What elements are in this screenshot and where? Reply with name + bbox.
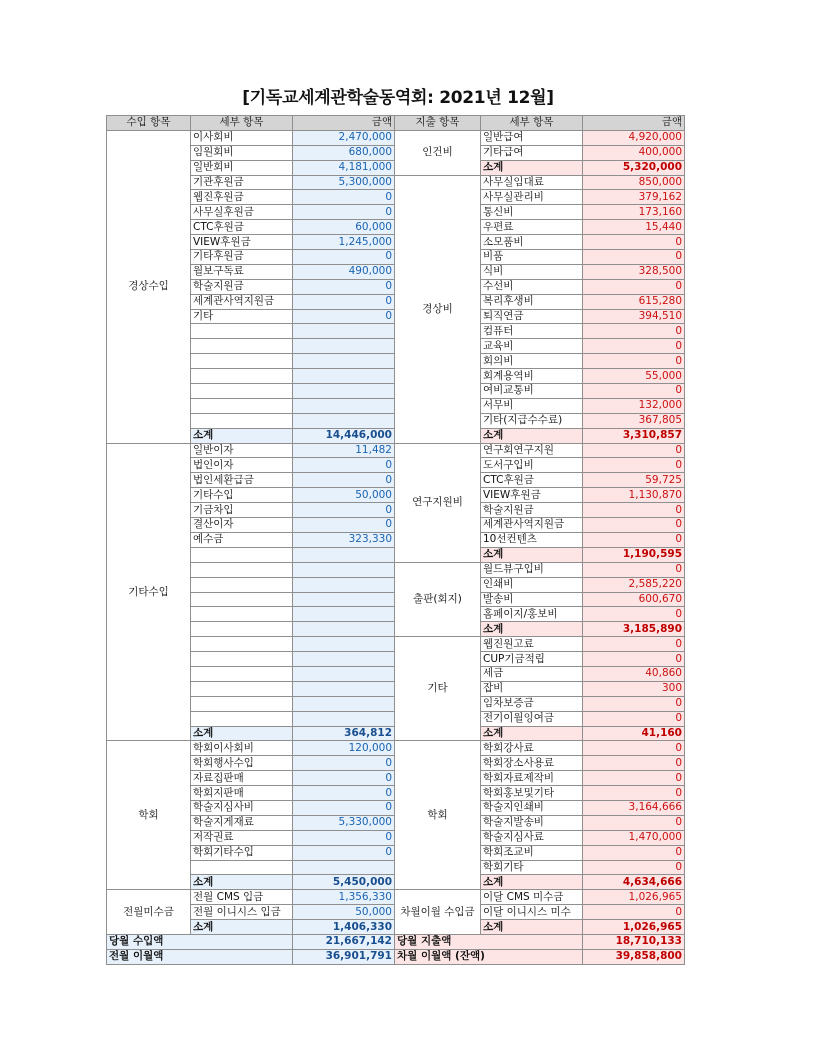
expense-category-cell: 기타	[395, 637, 481, 741]
expense-item-label: CTC후원금	[481, 473, 583, 488]
expense-item-label: 퇴직연금	[481, 309, 583, 324]
income-subtotal-label: 소계	[191, 920, 293, 935]
income-subtotal-amount: 14,446,000	[293, 428, 395, 443]
expense-subtotal-label: 소계	[481, 428, 583, 443]
income-item-amount: 5,330,000	[293, 815, 395, 830]
income-item-amount: 60,000	[293, 220, 395, 235]
income-item-label	[191, 592, 293, 607]
income-item-amount: 0	[293, 294, 395, 309]
expense-item-amount: 4,920,000	[583, 130, 685, 145]
income-item-amount	[293, 413, 395, 428]
header-income-amount: 금액	[293, 116, 395, 131]
expense-item-label: 회의비	[481, 354, 583, 369]
expense-item-amount: 0	[583, 905, 685, 920]
income-item-label: 웹진후원금	[191, 190, 293, 205]
income-category-cell: 전월미수금	[107, 890, 191, 935]
expense-item-amount: 0	[583, 250, 685, 265]
income-item-label	[191, 384, 293, 399]
income-item-label	[191, 369, 293, 384]
expense-category-cell: 인건비	[395, 130, 481, 175]
income-item-amount	[293, 384, 395, 399]
expense-subtotal-label: 소계	[481, 920, 583, 935]
expense-item-amount: 0	[583, 384, 685, 399]
page-title: [기독교세계관학술동역회: 2021년 12월]	[242, 88, 554, 108]
expense-item-label: 학회강사료	[481, 741, 583, 756]
income-category-cell: 경상수입	[107, 130, 191, 443]
expense-item-amount: 0	[583, 279, 685, 294]
expense-item-label: 학회홍보및기타	[481, 786, 583, 801]
expense-item-label: 연구회연구지원	[481, 443, 583, 458]
income-item-amount: 0	[293, 458, 395, 473]
expense-subtotal-amount: 5,320,000	[583, 160, 685, 175]
expense-item-amount: 400,000	[583, 145, 685, 160]
expense-item-label: 도서구입비	[481, 458, 583, 473]
income-item-label: 이사회비	[191, 130, 293, 145]
income-item-amount	[293, 324, 395, 339]
expense-item-amount: 367,805	[583, 413, 685, 428]
expense-subtotal-amount: 3,310,857	[583, 428, 685, 443]
income-item-label	[191, 711, 293, 726]
expense-subtotal-label: 소계	[481, 875, 583, 890]
expense-item-amount: 0	[583, 503, 685, 518]
expense-category-cell: 학회	[395, 741, 481, 890]
income-item-label: 저작권료	[191, 830, 293, 845]
income-item-label: 기타수입	[191, 488, 293, 503]
income-item-amount	[293, 681, 395, 696]
expense-subtotal-amount: 4,634,666	[583, 875, 685, 890]
table-row	[107, 443, 685, 458]
expense-item-amount: 0	[583, 354, 685, 369]
expense-item-label: 여비교통비	[481, 384, 583, 399]
expense-item-label: 기타급여	[481, 145, 583, 160]
income-item-label	[191, 860, 293, 875]
expense-item-amount: 0	[583, 339, 685, 354]
income-item-amount: 0	[293, 279, 395, 294]
expense-item-label: 학회장소사용료	[481, 756, 583, 771]
income-total-label: 당월 수입액	[107, 934, 293, 949]
income-item-amount	[293, 652, 395, 667]
expense-item-label: VIEW후원금	[481, 488, 583, 503]
income-total-label: 전월 이월액	[107, 949, 293, 964]
income-item-label: 월보구독료	[191, 264, 293, 279]
table-row	[107, 890, 685, 905]
income-item-amount: 0	[293, 830, 395, 845]
expense-item-amount: 0	[583, 741, 685, 756]
income-item-label: 학회행사수입	[191, 756, 293, 771]
expense-subtotal-label: 소계	[481, 547, 583, 562]
income-total-amount: 21,667,142	[293, 934, 395, 949]
income-subtotal-amount: 5,450,000	[293, 875, 395, 890]
header-income-detail: 세부 항목	[191, 116, 293, 131]
expense-item-label: 사무실관리비	[481, 190, 583, 205]
expense-item-amount: 850,000	[583, 175, 685, 190]
income-item-amount	[293, 622, 395, 637]
expense-item-amount: 132,000	[583, 398, 685, 413]
expense-subtotal-amount: 3,185,890	[583, 622, 685, 637]
expense-item-label: 10선컨텐츠	[481, 532, 583, 547]
expense-item-amount: 0	[583, 786, 685, 801]
income-item-amount: 11,482	[293, 443, 395, 458]
income-item-label: 사무실후원금	[191, 205, 293, 220]
expense-item-label: 우편료	[481, 220, 583, 235]
income-item-label: 일반이자	[191, 443, 293, 458]
income-item-amount: 0	[293, 786, 395, 801]
expense-subtotal-amount: 1,190,595	[583, 547, 685, 562]
income-item-amount	[293, 547, 395, 562]
expense-item-amount: 59,725	[583, 473, 685, 488]
expense-item-amount: 0	[583, 235, 685, 250]
expense-item-amount: 600,670	[583, 592, 685, 607]
income-total-amount: 36,901,791	[293, 949, 395, 964]
income-item-label	[191, 666, 293, 681]
expense-item-label: 세금	[481, 666, 583, 681]
income-item-label: VIEW후원금	[191, 235, 293, 250]
income-item-amount: 0	[293, 845, 395, 860]
table-row	[107, 175, 685, 190]
income-item-label	[191, 681, 293, 696]
income-item-amount: 0	[293, 518, 395, 533]
income-item-amount: 0	[293, 190, 395, 205]
expense-item-amount: 1,470,000	[583, 830, 685, 845]
table-row	[107, 562, 685, 577]
header-expense-category: 지출 항목	[395, 116, 481, 131]
income-item-amount: 50,000	[293, 905, 395, 920]
expense-item-label: 교육비	[481, 339, 583, 354]
income-item-amount	[293, 860, 395, 875]
income-item-amount	[293, 607, 395, 622]
expense-item-amount: 394,510	[583, 309, 685, 324]
income-item-label: 학회이사회비	[191, 741, 293, 756]
income-item-amount: 0	[293, 800, 395, 815]
expense-item-label: 학회자료제작비	[481, 771, 583, 786]
income-item-label	[191, 398, 293, 413]
expense-item-amount: 379,162	[583, 190, 685, 205]
expense-total-amount: 39,858,800	[583, 949, 685, 964]
expense-item-amount: 40,860	[583, 666, 685, 681]
expense-item-label: 회계용역비	[481, 369, 583, 384]
income-item-amount	[293, 577, 395, 592]
expense-category-cell: 출판(회지)	[395, 562, 481, 636]
income-subtotal-label: 소계	[191, 726, 293, 741]
expense-item-label: 이달 CMS 미수금	[481, 890, 583, 905]
income-item-amount: 5,300,000	[293, 175, 395, 190]
expense-category-cell: 연구지원비	[395, 443, 481, 562]
income-item-label: 학회기타수입	[191, 845, 293, 860]
expense-item-label: 수선비	[481, 279, 583, 294]
expense-item-label: 학회기타	[481, 860, 583, 875]
income-item-label: 전월 CMS 입금	[191, 890, 293, 905]
expense-item-label: 발송비	[481, 592, 583, 607]
income-item-label	[191, 607, 293, 622]
expense-item-label: 인쇄비	[481, 577, 583, 592]
income-item-amount	[293, 339, 395, 354]
expense-item-amount: 0	[583, 845, 685, 860]
income-item-label: 학회지판매	[191, 786, 293, 801]
expense-item-amount: 0	[583, 443, 685, 458]
income-item-amount	[293, 354, 395, 369]
expense-item-label: 전기이월잉여금	[481, 711, 583, 726]
expense-subtotal-amount: 1,026,965	[583, 920, 685, 935]
income-item-amount: 680,000	[293, 145, 395, 160]
income-item-label: 결산이자	[191, 518, 293, 533]
expense-item-label: 학술지발송비	[481, 815, 583, 830]
expense-item-label: 복리후생비	[481, 294, 583, 309]
expense-item-amount: 173,160	[583, 205, 685, 220]
expense-item-amount: 0	[583, 458, 685, 473]
expense-item-label: 세계관사역지원금	[481, 518, 583, 533]
income-item-amount: 0	[293, 309, 395, 324]
income-item-amount: 0	[293, 250, 395, 265]
income-item-label	[191, 547, 293, 562]
table-row	[107, 637, 685, 652]
expense-item-amount: 0	[583, 652, 685, 667]
income-subtotal-label: 소계	[191, 875, 293, 890]
expense-item-amount: 2,585,220	[583, 577, 685, 592]
expense-item-label: 홈페이지/홍보비	[481, 607, 583, 622]
total-row	[107, 934, 685, 949]
income-item-label: 학술지원금	[191, 279, 293, 294]
income-item-amount	[293, 711, 395, 726]
expense-item-amount: 615,280	[583, 294, 685, 309]
expense-item-label: 기타(지급수수료)	[481, 413, 583, 428]
expense-item-label: 임차보증금	[481, 696, 583, 711]
expense-item-amount: 0	[583, 324, 685, 339]
income-item-label	[191, 339, 293, 354]
expense-item-amount: 1,026,965	[583, 890, 685, 905]
income-item-amount	[293, 369, 395, 384]
income-item-label: 일반회비	[191, 160, 293, 175]
income-item-amount: 1,356,330	[293, 890, 395, 905]
expense-item-label: 학회조교비	[481, 845, 583, 860]
expense-item-label: 학술지원금	[481, 503, 583, 518]
expense-item-amount: 0	[583, 815, 685, 830]
expense-subtotal-label: 소계	[481, 160, 583, 175]
expense-item-amount: 328,500	[583, 264, 685, 279]
expense-item-amount: 300	[583, 681, 685, 696]
expense-item-amount: 0	[583, 562, 685, 577]
expense-item-amount: 1,130,870	[583, 488, 685, 503]
income-item-label: 기타	[191, 309, 293, 324]
expense-subtotal-amount: 41,160	[583, 726, 685, 741]
expense-item-label: 소모품비	[481, 235, 583, 250]
income-item-label: CTC후원금	[191, 220, 293, 235]
income-item-amount: 120,000	[293, 741, 395, 756]
expense-category-cell: 차월이월 수입금	[395, 890, 481, 935]
income-item-label	[191, 577, 293, 592]
expense-item-label: 일반급여	[481, 130, 583, 145]
header-expense-detail: 세부 항목	[481, 116, 583, 131]
expense-item-amount: 3,164,666	[583, 800, 685, 815]
expense-total-label: 당월 지출액	[395, 934, 583, 949]
income-item-amount: 490,000	[293, 264, 395, 279]
income-item-label: 자료집판매	[191, 771, 293, 786]
income-item-amount: 4,181,000	[293, 160, 395, 175]
expense-item-label: 이달 이니시스 미수	[481, 905, 583, 920]
income-item-label	[191, 622, 293, 637]
income-item-label: 학술지심사비	[191, 800, 293, 815]
expense-item-amount: 0	[583, 637, 685, 652]
header-row	[107, 116, 685, 131]
expense-item-label: 학술지심사료	[481, 830, 583, 845]
income-item-label: 기관후원금	[191, 175, 293, 190]
income-item-amount: 0	[293, 756, 395, 771]
income-item-amount	[293, 562, 395, 577]
income-item-label	[191, 637, 293, 652]
income-item-amount	[293, 637, 395, 652]
table-row	[107, 130, 685, 145]
income-item-amount	[293, 398, 395, 413]
expense-item-label: 웹진원고료	[481, 637, 583, 652]
expense-item-amount: 0	[583, 756, 685, 771]
income-item-amount	[293, 592, 395, 607]
income-item-amount: 323,330	[293, 532, 395, 547]
income-item-label	[191, 562, 293, 577]
expense-item-label: 컴퓨터	[481, 324, 583, 339]
income-item-label: 법인세환급금	[191, 473, 293, 488]
income-item-amount	[293, 696, 395, 711]
income-category-cell: 기타수입	[107, 443, 191, 741]
income-subtotal-label: 소계	[191, 428, 293, 443]
expense-item-amount: 0	[583, 607, 685, 622]
expense-item-amount: 0	[583, 711, 685, 726]
header-income-category: 수입 항목	[107, 116, 191, 131]
income-item-label: 법인이자	[191, 458, 293, 473]
expense-item-label: 월드뷰구입비	[481, 562, 583, 577]
income-item-amount: 0	[293, 771, 395, 786]
expense-item-label: 식비	[481, 264, 583, 279]
income-item-amount: 50,000	[293, 488, 395, 503]
expense-item-label: 잡비	[481, 681, 583, 696]
income-item-label: 기금차입	[191, 503, 293, 518]
table-row	[107, 741, 685, 756]
expense-category-cell: 경상비	[395, 175, 481, 443]
income-item-label	[191, 354, 293, 369]
income-item-amount: 0	[293, 473, 395, 488]
expense-item-label: 서무비	[481, 398, 583, 413]
total-row	[107, 949, 685, 964]
expense-subtotal-label: 소계	[481, 726, 583, 741]
expense-item-amount: 0	[583, 518, 685, 533]
expense-item-label: CUP기금적립	[481, 652, 583, 667]
expense-item-amount: 55,000	[583, 369, 685, 384]
expense-item-amount: 15,440	[583, 220, 685, 235]
income-item-label	[191, 652, 293, 667]
expense-item-amount: 0	[583, 532, 685, 547]
income-item-amount	[293, 666, 395, 681]
header-expense-amount: 금액	[583, 116, 685, 131]
income-item-label: 전월 이니시스 입금	[191, 905, 293, 920]
expense-item-label: 비품	[481, 250, 583, 265]
expense-item-label: 학술지인쇄비	[481, 800, 583, 815]
expense-item-amount: 0	[583, 696, 685, 711]
income-item-label: 예수금	[191, 532, 293, 547]
income-item-label: 학술지게재료	[191, 815, 293, 830]
expense-subtotal-label: 소계	[481, 622, 583, 637]
income-item-label: 세계관사역지원금	[191, 294, 293, 309]
income-item-label	[191, 413, 293, 428]
income-category-cell: 학회	[107, 741, 191, 890]
income-item-amount: 0	[293, 503, 395, 518]
expense-item-label: 사무실임대료	[481, 175, 583, 190]
income-item-label: 임원회비	[191, 145, 293, 160]
income-item-amount: 1,245,000	[293, 235, 395, 250]
ledger-table	[106, 115, 685, 965]
income-item-label: 기타후원금	[191, 250, 293, 265]
income-subtotal-amount: 364,812	[293, 726, 395, 741]
income-item-label	[191, 324, 293, 339]
income-item-label	[191, 696, 293, 711]
expense-item-amount: 0	[583, 860, 685, 875]
income-item-amount: 2,470,000	[293, 130, 395, 145]
income-item-amount: 0	[293, 205, 395, 220]
expense-item-amount: 0	[583, 771, 685, 786]
income-subtotal-amount: 1,406,330	[293, 920, 395, 935]
expense-total-label: 차월 이월액 (잔액)	[395, 949, 583, 964]
expense-item-label: 통신비	[481, 205, 583, 220]
expense-total-amount: 18,710,133	[583, 934, 685, 949]
